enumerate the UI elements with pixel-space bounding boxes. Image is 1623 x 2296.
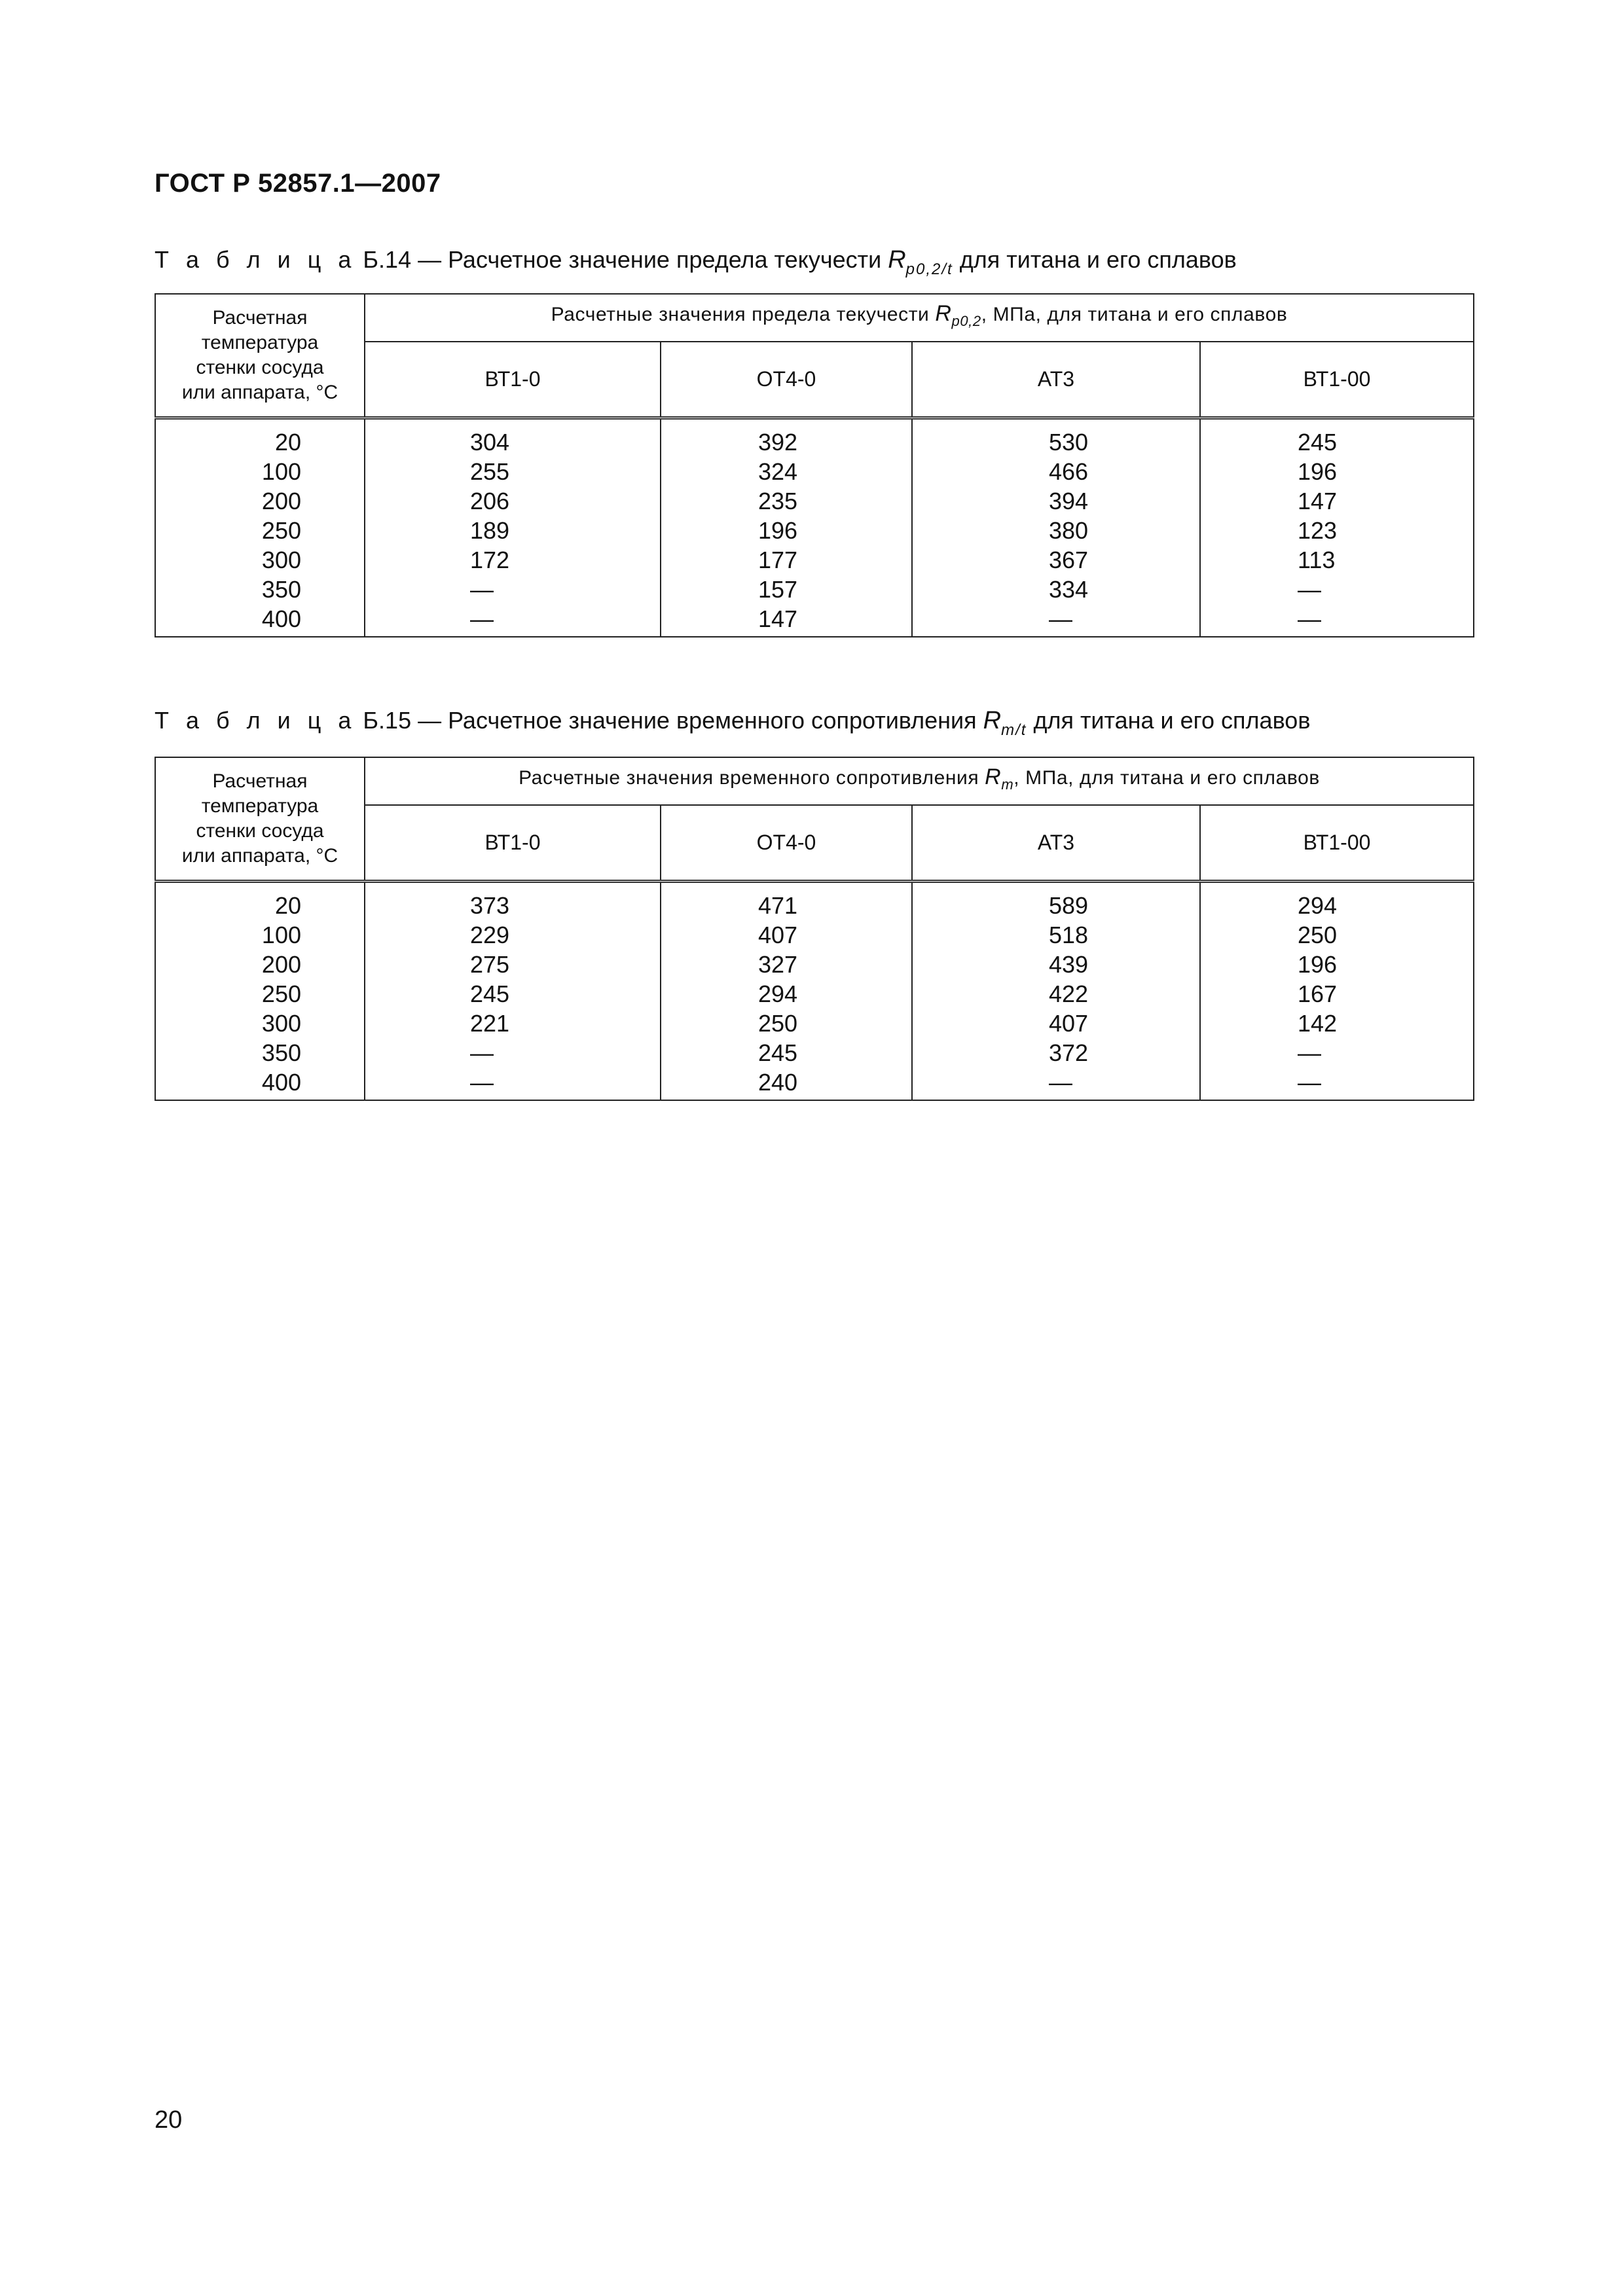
table-row (155, 1067, 1474, 1100)
data-table-b15 (155, 757, 1474, 1101)
value-cell: 250 (1200, 920, 1474, 950)
value-cell: 372 (912, 1038, 1200, 1067)
value-cell: 206 (365, 486, 661, 516)
alloy-column-header: ВТ1-00 (1200, 805, 1474, 882)
temperature-cell: 300 (155, 1009, 365, 1038)
alloy-column-header: ВТ1-0 (365, 805, 661, 882)
temp-header-line: или аппарата, °С (181, 845, 338, 867)
value-cell: — (1200, 575, 1474, 604)
group-header-after: , МПа, для титана и его сплавов (981, 304, 1288, 326)
alloy-column-header: ВТ1-00 (1200, 342, 1474, 418)
separator-cell (365, 418, 661, 428)
caption-text-after: для титана и его сплавов (1033, 707, 1311, 734)
document-header: ГОСТ Р 52857.1—2007 (155, 169, 441, 198)
value-cell: 196 (1200, 457, 1474, 486)
table-row (155, 920, 1474, 950)
value-cell: 196 (661, 516, 912, 545)
temperature-cell: 350 (155, 1038, 365, 1067)
table-caption-b14 (155, 246, 1237, 279)
group-header-before: Расчетные значения временного сопротивления (519, 767, 979, 789)
caption-number: Б.14 (363, 246, 412, 273)
caption-number: Б.15 (363, 707, 412, 734)
temp-header-line: температура (201, 795, 319, 817)
value-cell: 471 (661, 891, 912, 920)
temperature-cell: 200 (155, 486, 365, 516)
value-cell: 113 (1200, 545, 1474, 575)
table-row (155, 979, 1474, 1009)
group-header-before: Расчетные значения предела текучести (551, 304, 930, 326)
caption-text-before: — Расчетное значение предела текучести (418, 246, 882, 273)
value-cell: 221 (365, 1009, 661, 1038)
table-row (155, 604, 1474, 637)
group-header-subscript: p0,2 (951, 313, 981, 330)
values-group-header (365, 757, 1474, 805)
temperature-cell: 20 (155, 427, 365, 457)
value-cell: 229 (365, 920, 661, 950)
table-caption-b15 (155, 707, 1310, 740)
value-cell: 157 (661, 575, 912, 604)
temperature-cell: 100 (155, 457, 365, 486)
group-header-symbol: R (985, 764, 1002, 790)
group-header-after: , МПа, для титана и его сплавов (1013, 767, 1320, 789)
separator-cell (912, 882, 1200, 891)
group-header-subscript: m (1001, 776, 1014, 793)
value-cell: 392 (661, 427, 912, 457)
value-cell: 189 (365, 516, 661, 545)
table-row (155, 486, 1474, 516)
separator-cell (155, 882, 365, 891)
value-cell: 245 (365, 979, 661, 1009)
value-cell: 294 (661, 979, 912, 1009)
separator-cell (661, 418, 912, 428)
value-cell: 394 (912, 486, 1200, 516)
value-cell: 245 (1200, 427, 1474, 457)
value-cell: 334 (912, 575, 1200, 604)
value-cell: 304 (365, 427, 661, 457)
temperature-cell: 20 (155, 891, 365, 920)
value-cell: 327 (661, 950, 912, 979)
table-row (155, 457, 1474, 486)
temperature-cell: 400 (155, 604, 365, 637)
temp-header-line: Расчетная (212, 307, 308, 329)
separator-cell (155, 418, 365, 428)
caption-prefix: Т а б л и ц а (155, 246, 357, 273)
value-cell: 466 (912, 457, 1200, 486)
caption-text-before: — Расчетное значение временного сопротивления (418, 707, 977, 734)
value-cell: — (365, 1067, 661, 1100)
page-number: 20 (155, 2106, 183, 2134)
temperature-column-header (155, 294, 365, 418)
temperature-cell: 100 (155, 920, 365, 950)
temperature-column-header (155, 757, 365, 882)
value-cell: 142 (1200, 1009, 1474, 1038)
value-cell: 147 (1200, 486, 1474, 516)
caption-symbol: R (983, 707, 1002, 734)
value-cell: — (365, 604, 661, 637)
header-separator (155, 418, 1474, 428)
value-cell: 518 (912, 920, 1200, 950)
temp-header-line: стенки сосуда (196, 357, 324, 378)
value-cell: 250 (661, 1009, 912, 1038)
value-cell: — (912, 1067, 1200, 1100)
alloy-column-header: ВТ1-0 (365, 342, 661, 418)
separator-cell (1200, 418, 1474, 428)
value-cell: 373 (365, 891, 661, 920)
temp-header-line: Расчетная (212, 770, 308, 792)
alloy-column-header: ОТ4-0 (661, 342, 912, 418)
caption-subscript: m/t (1001, 721, 1027, 739)
alloy-column-header: ОТ4-0 (661, 805, 912, 882)
table-row (155, 545, 1474, 575)
value-cell: 367 (912, 545, 1200, 575)
temperature-cell: 200 (155, 950, 365, 979)
value-cell: 147 (661, 604, 912, 637)
temperature-cell: 400 (155, 1067, 365, 1100)
temperature-cell: 350 (155, 575, 365, 604)
value-cell: 422 (912, 979, 1200, 1009)
value-cell: 172 (365, 545, 661, 575)
value-cell: 294 (1200, 891, 1474, 920)
value-cell: — (365, 575, 661, 604)
caption-symbol: R (888, 246, 906, 274)
table-row (155, 891, 1474, 920)
separator-cell (1200, 882, 1474, 891)
value-cell: — (1200, 604, 1474, 637)
value-cell: 167 (1200, 979, 1474, 1009)
header-separator (155, 882, 1474, 891)
alloy-column-header: АТ3 (912, 805, 1200, 882)
caption-subscript: p0,2/t (905, 260, 953, 278)
value-cell: 123 (1200, 516, 1474, 545)
alloy-column-header: АТ3 (912, 342, 1200, 418)
value-cell: 245 (661, 1038, 912, 1067)
table-row (155, 950, 1474, 979)
table-row (155, 516, 1474, 545)
value-cell: 439 (912, 950, 1200, 979)
temp-header-line: температура (201, 332, 319, 353)
value-cell: — (1200, 1067, 1474, 1100)
value-cell: — (912, 604, 1200, 637)
value-cell: 407 (661, 920, 912, 950)
value-cell: 255 (365, 457, 661, 486)
temperature-cell: 250 (155, 979, 365, 1009)
table-row (155, 1009, 1474, 1038)
table-body (155, 882, 1474, 1101)
value-cell: 240 (661, 1067, 912, 1100)
separator-cell (365, 882, 661, 891)
caption-prefix: Т а б л и ц а (155, 707, 357, 734)
value-cell: 530 (912, 427, 1200, 457)
value-cell: 380 (912, 516, 1200, 545)
data-table-b14 (155, 293, 1474, 637)
caption-text-after: для титана и его сплавов (959, 246, 1237, 273)
value-cell: 196 (1200, 950, 1474, 979)
group-header-symbol: R (935, 301, 952, 327)
separator-cell (661, 882, 912, 891)
value-cell: 589 (912, 891, 1200, 920)
value-cell: — (1200, 1038, 1474, 1067)
temp-header-line: стенки сосуда (196, 820, 324, 842)
temp-header-line: или аппарата, °С (181, 382, 338, 403)
temperature-cell: 300 (155, 545, 365, 575)
table-row (155, 575, 1474, 604)
table-row (155, 1038, 1474, 1067)
value-cell: 324 (661, 457, 912, 486)
value-cell: 407 (912, 1009, 1200, 1038)
value-cell: 235 (661, 486, 912, 516)
values-group-header (365, 294, 1474, 342)
table-body (155, 418, 1474, 637)
table-row (155, 427, 1474, 457)
value-cell: — (365, 1038, 661, 1067)
separator-cell (912, 418, 1200, 428)
value-cell: 275 (365, 950, 661, 979)
value-cell: 177 (661, 545, 912, 575)
temperature-cell: 250 (155, 516, 365, 545)
